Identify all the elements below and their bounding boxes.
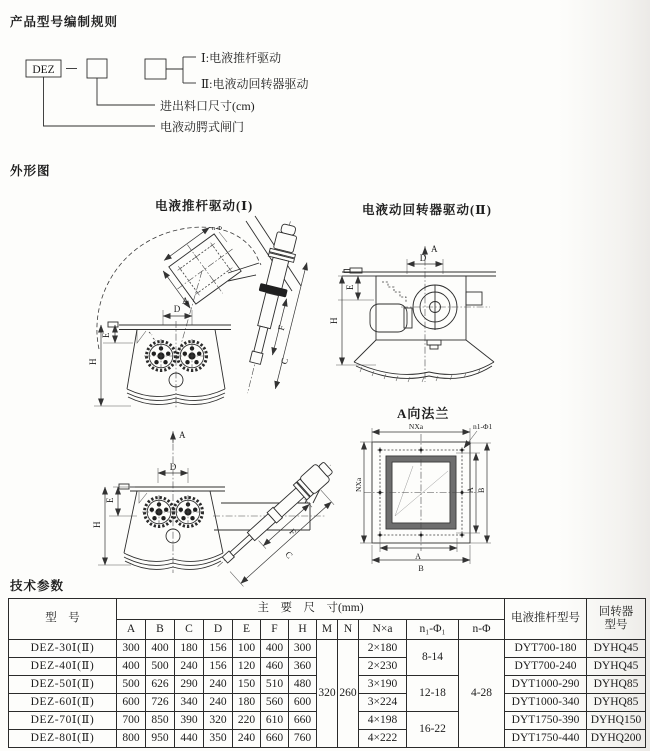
col-header-model: 型 号 — [9, 599, 117, 640]
pushrod-actuator — [210, 457, 358, 598]
col-header-a: A — [117, 620, 146, 640]
col-header-n1-phi1: n₁-Φ₁ — [407, 620, 459, 640]
model-naming-diagram — [14, 50, 434, 145]
svg-text:H: H — [92, 521, 102, 528]
col-header-rotator-line1: 回转器 — [598, 605, 634, 618]
dim-label-f: F — [275, 324, 287, 332]
cell-d: 350 — [204, 730, 233, 748]
cell-nxa: 2×230 — [359, 658, 407, 676]
cell-rotator: DYHQ200 — [587, 730, 646, 748]
cell-c: 390 — [175, 712, 204, 730]
product-note: 电液动腭式闸门 — [160, 120, 245, 134]
cell-e: 180 — [233, 694, 261, 712]
pushrod-actuator — [234, 218, 322, 401]
cell-b: 500 — [146, 658, 175, 676]
drawing-rotary-drive — [328, 240, 513, 390]
col-header-rotator-line2: 型号 — [604, 619, 628, 631]
cell-f: 660 — [261, 730, 289, 748]
cell-model: DEZ-40Ⅰ(Ⅱ) — [9, 658, 117, 676]
cell-f: 610 — [261, 712, 289, 730]
svg-text:A: A — [431, 244, 438, 254]
section-title-outline: 外形图 — [10, 163, 51, 178]
cell-b: 626 — [146, 676, 175, 694]
col-header-h: H — [289, 620, 317, 640]
section-title-naming: 产品型号编制规则 — [10, 14, 119, 29]
col-header-rotator — [587, 599, 646, 640]
cell-model: DEZ-80Ⅰ(Ⅱ) — [9, 730, 117, 748]
cell-c: 240 — [175, 658, 204, 676]
spec-table — [8, 598, 646, 748]
cell-d: 156 — [204, 658, 233, 676]
cell-e: 150 — [233, 676, 261, 694]
col-header-n: N — [338, 620, 359, 640]
svg-text:B: B — [477, 487, 486, 493]
drawing2-title: 电液动回转器驱动(Ⅱ) — [362, 203, 492, 217]
svg-text:A: A — [179, 430, 186, 440]
cell-n1-phi1: 16-22 — [407, 712, 459, 748]
cell-d: 240 — [204, 676, 233, 694]
cell-a: 800 — [117, 730, 146, 748]
dim-e-h — [92, 487, 137, 565]
cell-nxa: 3×224 — [359, 694, 407, 712]
cell-nxa: 3×190 — [359, 676, 407, 694]
cell-f: 460 — [261, 658, 289, 676]
funnel-skirt — [354, 340, 494, 382]
cell-a: 600 — [117, 694, 146, 712]
svg-text:B: B — [418, 564, 424, 573]
drawing-pushrod-drive-side — [73, 423, 345, 595]
cell-nxa: 2×180 — [359, 640, 407, 658]
svg-text:E: E — [105, 497, 115, 503]
branch-i-label: Ⅰ:电液推杆驱动 — [201, 51, 282, 65]
dim-label-f: F — [287, 526, 299, 538]
cell-n1-phi1: 12-18 — [407, 676, 459, 712]
gear-right — [175, 339, 209, 373]
cell-pushrod: DYT1750-390 — [505, 712, 587, 730]
dim-e-h — [329, 276, 378, 365]
col-header-n-phi: n-Φ — [459, 620, 505, 640]
svg-text:E: E — [101, 332, 111, 338]
cell-h: 300 — [289, 640, 317, 658]
cell-rotator: DYHQ45 — [587, 658, 646, 676]
inlet-flange — [158, 224, 250, 314]
cell-h: 600 — [289, 694, 317, 712]
cell-rotator: DYHQ150 — [587, 712, 646, 730]
cell-e: 240 — [233, 730, 261, 748]
cell-pushrod: DYT1750-440 — [505, 730, 587, 748]
svg-text:H: H — [88, 358, 98, 365]
gear-left — [144, 339, 178, 373]
cell-nxa: 4×198 — [359, 712, 407, 730]
cell-model: DEZ-30Ⅰ(Ⅱ) — [9, 640, 117, 658]
cell-h: 660 — [289, 712, 317, 730]
col-header-nxa: N×a — [359, 620, 407, 640]
cell-b: 400 — [146, 640, 175, 658]
cell-rotator: DYHQ85 — [587, 694, 646, 712]
col-header-pushrod: 电液推杆型号 — [505, 599, 587, 640]
cell-pushrod: DYT1000-340 — [505, 694, 587, 712]
cell-d: 240 — [204, 694, 233, 712]
col-header-c: C — [175, 620, 204, 640]
cell-c: 180 — [175, 640, 204, 658]
cell-pushrod: DYT700-180 — [505, 640, 587, 658]
gate-body — [127, 321, 225, 408]
cell-pushrod: DYT700-240 — [505, 658, 587, 676]
gear-right — [171, 495, 205, 529]
cell-h: 760 — [289, 730, 317, 748]
col-header-f: F — [261, 620, 289, 640]
col-header-b: B — [146, 620, 175, 640]
cell-e: 100 — [233, 640, 261, 658]
cell-model: DEZ-60Ⅰ(Ⅱ) — [9, 694, 117, 712]
cell-n1-phi1: 8-14 — [407, 640, 459, 676]
top-plate — [342, 268, 496, 276]
dim-label-c: C — [283, 549, 295, 561]
dim-label-n-phi: n-Φ — [212, 225, 223, 232]
svg-text:D: D — [173, 304, 181, 314]
cell-h: 480 — [289, 676, 317, 694]
cell-model: DEZ-70Ⅰ(Ⅱ) — [9, 712, 117, 730]
svg-text:H: H — [329, 317, 339, 324]
model-prefix: DEZ — [32, 64, 55, 76]
cell-f: 400 — [261, 640, 289, 658]
cell-c: 340 — [175, 694, 204, 712]
cell-a: 700 — [117, 712, 146, 730]
cell-c: 440 — [175, 730, 204, 748]
rotary-body — [370, 276, 490, 349]
cell-b: 850 — [146, 712, 175, 730]
col-header-main-dims: 主 要 尺 寸(mm) — [117, 599, 505, 620]
cell-a: 300 — [117, 640, 146, 658]
cell-e: 120 — [233, 658, 261, 676]
dim-n1-phi1 — [464, 422, 492, 448]
cell-m: 320 — [317, 640, 338, 748]
section-title-params: 技术参数 — [10, 578, 65, 593]
cell-b: 726 — [146, 694, 175, 712]
actuator-bracket — [228, 263, 259, 281]
drawing-pushrod-drive — [75, 213, 340, 413]
cell-rotator: DYHQ85 — [587, 676, 646, 694]
cell-nxa: 4×222 — [359, 730, 407, 748]
drawing1-title: 电液推杆驱动(Ⅰ) — [155, 199, 254, 213]
table-row — [9, 640, 646, 658]
col-header-m: M — [317, 620, 338, 640]
svg-text:D: D — [169, 462, 177, 472]
flange-title: A向法兰 — [397, 406, 450, 421]
center-line-a — [425, 244, 438, 382]
cell-rotator: DYHQ45 — [587, 640, 646, 658]
cell-c: 290 — [175, 676, 204, 694]
col-header-e: E — [233, 620, 261, 640]
cell-f: 510 — [261, 676, 289, 694]
col-header-d: D — [204, 620, 233, 640]
dim-label-c: C — [278, 356, 290, 366]
svg-text:A: A — [466, 487, 475, 493]
branch-ii-label: Ⅱ:电液动回转器驱动 — [201, 77, 309, 91]
svg-text:E: E — [345, 284, 355, 290]
cell-f: 560 — [261, 694, 289, 712]
drawing-flange-view-a — [354, 420, 508, 582]
cell-pushrod: DYT1000-290 — [505, 676, 587, 694]
svg-text:n1-Φ1: n1-Φ1 — [473, 422, 493, 431]
cell-e: 220 — [233, 712, 261, 730]
cell-h: 360 — [289, 658, 317, 676]
cell-d: 156 — [204, 640, 233, 658]
port-size-note: 进出料口尺寸(cm) — [160, 99, 255, 113]
cell-n-phi: 4-28 — [459, 640, 505, 748]
cell-a: 500 — [117, 676, 146, 694]
cell-d: 320 — [204, 712, 233, 730]
cell-a: 400 — [117, 658, 146, 676]
gear-left — [142, 495, 176, 529]
n-phi-leader — [219, 232, 227, 242]
svg-text:NXa: NXa — [354, 477, 363, 492]
svg-text:D: D — [419, 253, 427, 263]
svg-text:NXa: NXa — [408, 422, 424, 431]
svg-text:A: A — [415, 552, 421, 561]
cell-model: DEZ-50Ⅰ(Ⅱ) — [9, 676, 117, 694]
cell-b: 950 — [146, 730, 175, 748]
dim-e-h — [88, 325, 133, 406]
dim-label-a: A — [182, 296, 189, 306]
cell-n: 260 — [338, 640, 359, 748]
